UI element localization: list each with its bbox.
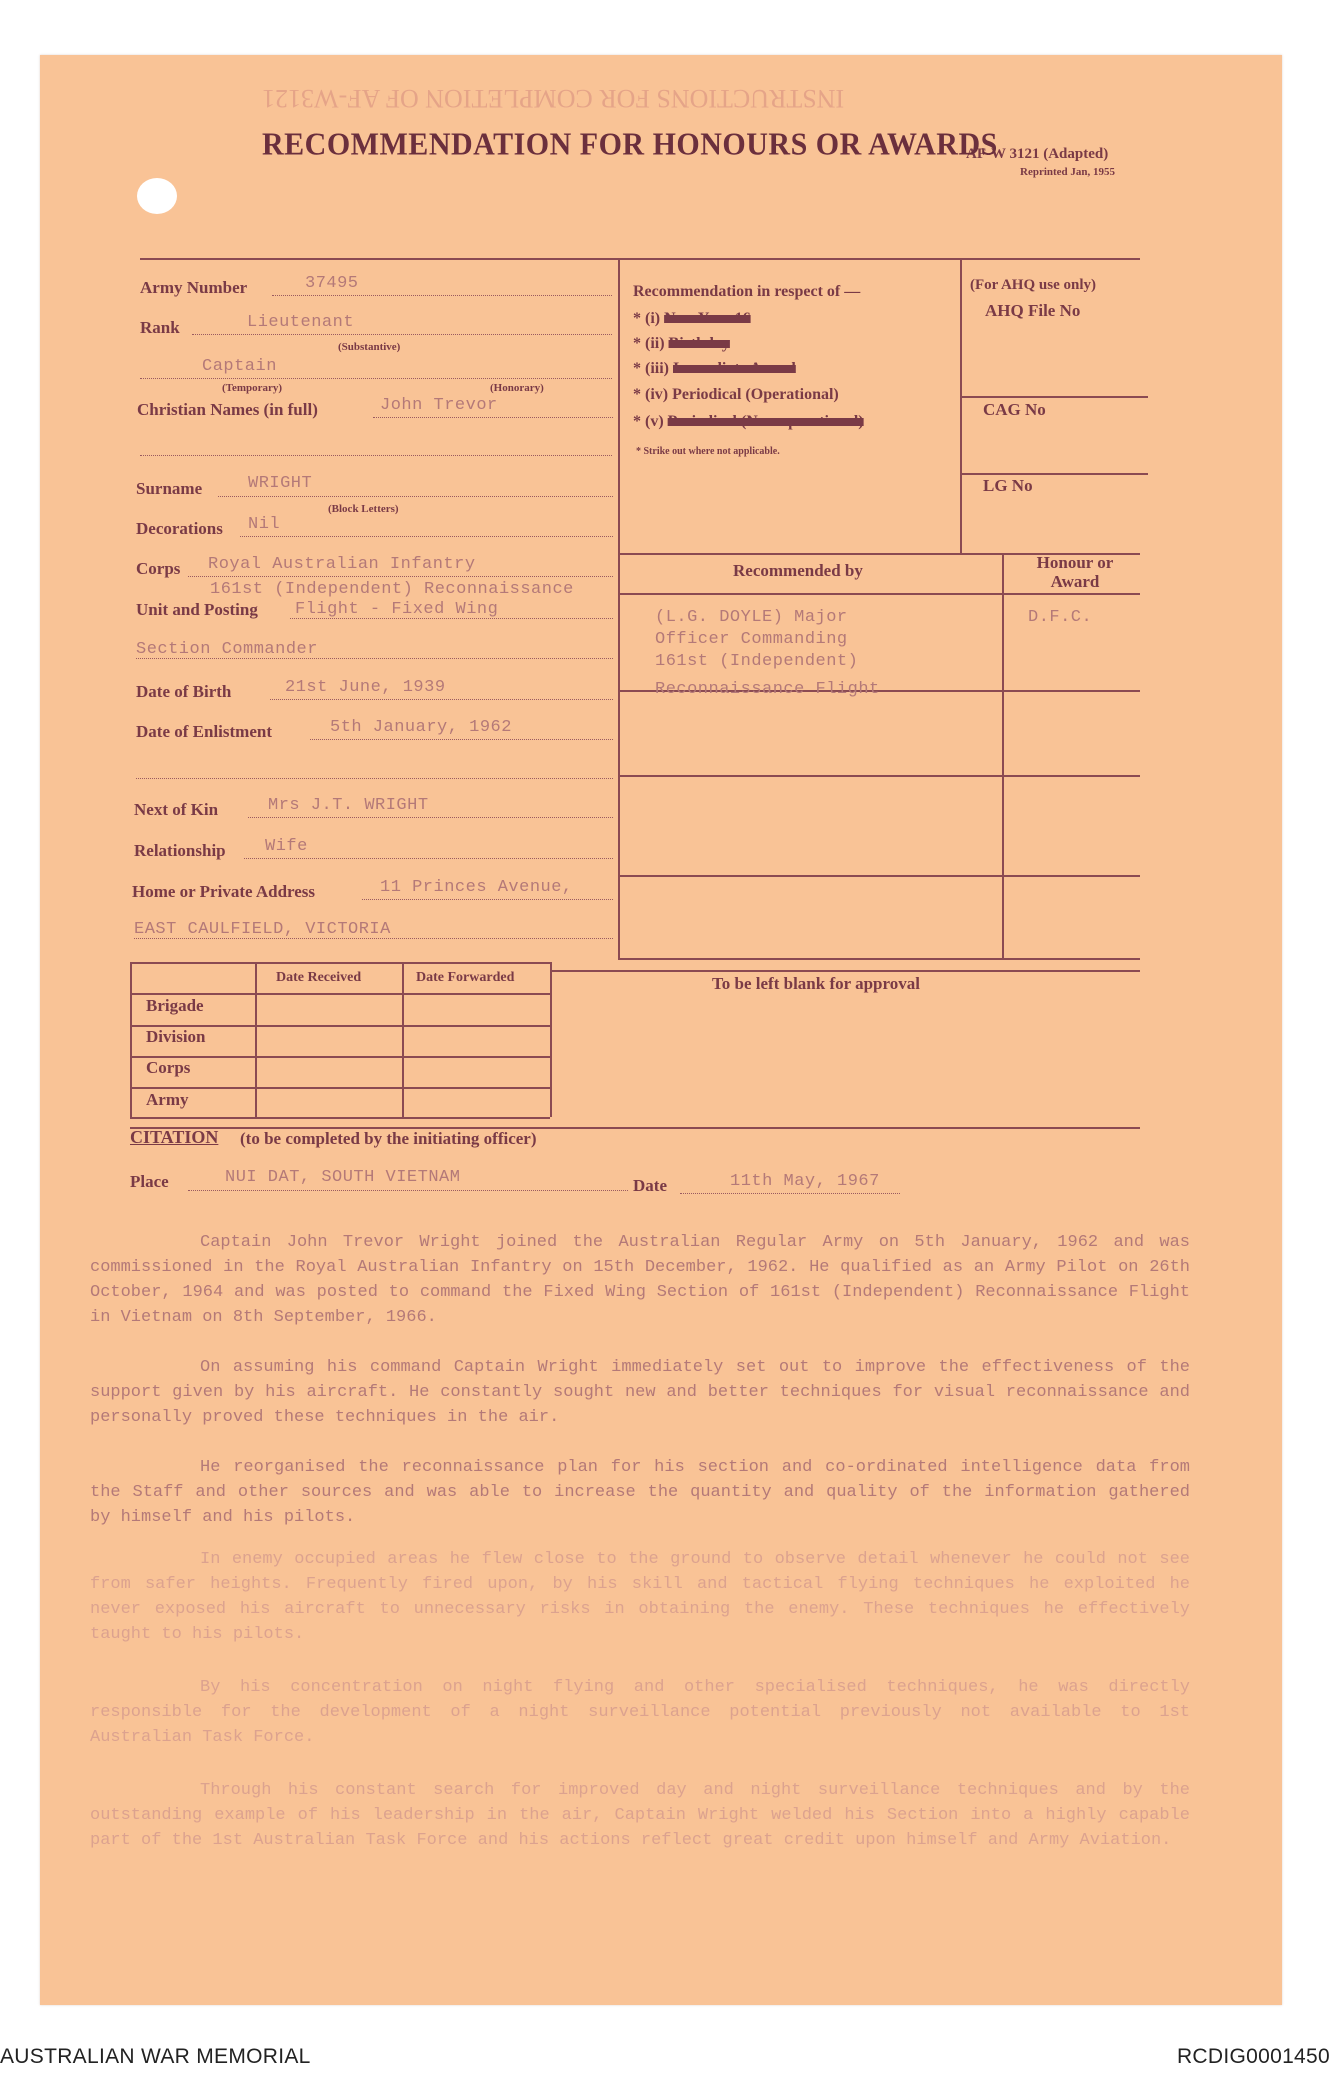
dob-label: Date of Birth — [136, 682, 232, 701]
cag-rule — [960, 396, 1148, 398]
place-label: Place — [130, 1172, 169, 1191]
decorations-label: Decorations — [136, 519, 223, 538]
address-line-1: 11 Princes Avenue, — [380, 878, 573, 897]
unit-posting-label: Unit and Posting — [136, 600, 258, 619]
address-label: Home or Private Address — [132, 882, 316, 901]
place-value: NUI DAT, SOUTH VIETNAM — [225, 1168, 461, 1187]
next-of-kin-label: Next of Kin — [134, 800, 219, 819]
dob-value: 21st June, 1939 — [285, 678, 446, 697]
date-forwarded-header: Date Forwarded — [416, 970, 515, 985]
recby-rule-4 — [618, 958, 1140, 960]
top-rule — [140, 258, 1140, 260]
option-3 — [633, 360, 796, 378]
routing-top-rule — [130, 962, 550, 964]
surname-value: WRIGHT — [248, 474, 313, 493]
enlistment-label: Date of Enlistment — [136, 722, 272, 741]
option-2-text: Birthday — [668, 335, 730, 352]
routing-bottom-rule — [130, 1117, 550, 1119]
routing-division: Division — [146, 1027, 206, 1046]
page-title: RECOMMENDATION FOR HONOURS OR AWARDS — [262, 127, 998, 162]
option-1-text: Non-Year-16 — [664, 310, 751, 327]
recommendation-heading: Recommendation in respect of — — [633, 283, 861, 300]
option-1-num: * (i) — [633, 310, 661, 327]
date-value: 11th May, 1967 — [730, 1172, 880, 1191]
form-code: AF-W 3121 (Adapted) — [966, 146, 1109, 162]
ahq-divider — [960, 258, 962, 553]
option-5-text: Periodical (Non-operational) — [667, 413, 864, 430]
ahq-file-label: AHQ File No — [985, 301, 1081, 320]
honour-award-value: D.F.C. — [1028, 608, 1093, 627]
recby-line-4: Reconnaissance Flight — [655, 680, 880, 699]
recby-rule-2 — [618, 775, 1140, 777]
routing-row-4 — [130, 1087, 550, 1089]
recby-line-1: (L.G. DOYLE) Major — [655, 608, 848, 627]
bleed-through-text: INSTRUCTIONS FOR COMPLETION OF AF-W3121 — [262, 84, 845, 113]
option-4-text: Periodical (Operational) — [672, 386, 839, 403]
recby-header-rule — [618, 593, 1140, 595]
citation-paragraph-4: In enemy occupied areas he flew close to the ground to observe detail whenever he could not see from safer heights. Frequently fired upon, by his skill and tactical flying techniques he exploited he never exposed his aircraft to unnecessary risks in obtaining the enemy. These techniques he effectively taught to his pilots. — [90, 1550, 1190, 1644]
recommended-by-heading: Recommended by — [733, 561, 863, 580]
enlistment-value: 5th January, 1962 — [330, 718, 512, 737]
rank-temporary: Captain — [202, 357, 277, 376]
honour-award-heading: Honour or Award — [1036, 553, 1114, 591]
routing-army: Army — [146, 1090, 189, 1109]
cag-no-label: CAG No — [983, 400, 1046, 419]
date-label: Date — [633, 1176, 667, 1195]
christian-names-value: John Trevor — [380, 396, 498, 415]
routing-col-1 — [255, 962, 257, 1117]
approval-label: To be left blank for approval — [712, 974, 920, 993]
option-2-num: * (ii) — [633, 335, 665, 352]
army-number-label: Army Number — [140, 278, 248, 297]
temporary-note: (Temporary) — [222, 382, 283, 394]
citation-paragraph-3: He reorganised the reconnaissance plan for his section and co-ordinated intelligence data from the Staff and other sources and was able to increase the quantity and quality of the information gathered by himself and his pilots. — [90, 1458, 1190, 1527]
routing-corps: Corps — [146, 1058, 191, 1077]
footer-left: AUSTRALIAN WAR MEMORIAL — [0, 2045, 311, 2068]
routing-col-3 — [550, 962, 552, 1117]
recby-line-2: Officer Commanding — [655, 630, 848, 649]
block-letters-note: (Block Letters) — [328, 503, 399, 515]
option-1 — [633, 310, 751, 328]
recby-line-3: 161st (Independent) — [655, 652, 859, 671]
lg-rule — [960, 473, 1148, 475]
strike-note: * Strike out where not applicable. — [636, 446, 780, 457]
recby-rule-3 — [618, 875, 1140, 877]
citation-paragraph-5: By his concentration on night flying and other specialised techniques, he was directly responsible for the development of a night surveillance potential previously not available to 1st Australian Task Force. — [90, 1678, 1190, 1747]
routing-row-3 — [130, 1056, 550, 1058]
rank-substantive: Lieutenant — [247, 313, 355, 332]
option-4-num: * (iv) — [633, 386, 669, 403]
corps-label: Corps — [136, 559, 181, 578]
routing-col-2 — [402, 962, 404, 1117]
citation-note: (to be completed by the initiating officer) — [240, 1129, 537, 1148]
citation-paragraph-6: Through his constant search for improved day and night surveillance techniques and by the outstanding example of his leadership in the air, Captain Wright welded his Section into a highly capable part of the 1st Australian Task Force and his actions reflect great credit upon himself and Army Aviation. — [90, 1781, 1190, 1850]
address-line-2: EAST CAULFIELD, VICTORIA — [134, 920, 391, 939]
decorations-value: Nil — [248, 515, 281, 534]
honorary-note: (Honorary) — [490, 382, 544, 394]
relationship-value: Wife — [265, 837, 308, 856]
punch-hole — [137, 178, 177, 214]
army-number-value: 37495 — [305, 274, 359, 293]
citation-paragraph-2: On assuming his command Captain Wright immediately set out to improve the effectiveness of the support given by his aircraft. He constantly sought new and better techniques for visual reconnaissance and personally proved these techniques in the air. — [90, 1358, 1190, 1427]
unit-line-3: Section Commander — [136, 640, 318, 659]
corps-value: Royal Australian Infantry — [208, 555, 476, 574]
christian-names-label: Christian Names (in full) — [137, 400, 318, 419]
unit-line-1: 161st (Independent) Reconnaissance — [210, 580, 574, 599]
date-received-header: Date Received — [276, 970, 362, 985]
main-divider — [618, 258, 620, 958]
citation-label: CITATION — [130, 1127, 219, 1147]
form-reprinted: Reprinted Jan, 1955 — [1020, 166, 1116, 178]
option-4 — [633, 386, 839, 404]
ahq-use-label: (For AHQ use only) — [970, 277, 1096, 293]
option-2 — [633, 335, 730, 353]
option-3-num: * (iii) — [633, 360, 669, 377]
lg-no-label: LG No — [983, 476, 1033, 495]
next-of-kin-value: Mrs J.T. WRIGHT — [268, 796, 429, 815]
surname-label: Surname — [136, 479, 203, 498]
rank-label: Rank — [140, 318, 180, 337]
option-5 — [633, 413, 864, 431]
option-3-text: Immediate Award — [673, 360, 796, 377]
routing-row-1 — [130, 993, 550, 995]
substantive-note: (Substantive) — [338, 341, 401, 353]
relationship-label: Relationship — [134, 841, 226, 860]
unit-line-2: Flight - Fixed Wing — [295, 600, 499, 619]
citation-paragraph-1: Captain John Trevor Wright joined the Australian Regular Army on 5th January, 1962 and was commissioned in the Royal Australian Infantry on 15th December, 1962. He qualified as an Army Pilot on 26th October, 1964 and was posted to command the Fixed Wing Section of 161st (Independent) Reconnaissance Flight in Vietnam on 8th September, 1966. — [90, 1233, 1190, 1327]
routing-left-rule — [130, 962, 132, 1117]
option-5-num: * (v) — [633, 413, 664, 430]
approval-top-rule — [552, 970, 1140, 972]
footer-right: RCDIG0001450 — [1176, 2045, 1330, 2068]
honour-divider — [1002, 553, 1004, 958]
routing-brigade: Brigade — [146, 996, 204, 1015]
